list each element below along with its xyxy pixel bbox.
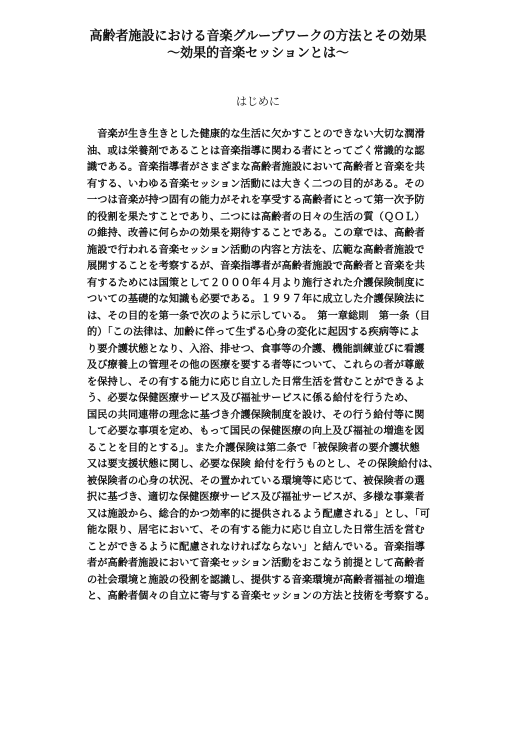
body-line: り要介護状態となり、入浴、排せつ、食事等の介護、機能訓練並びに看護	[87, 342, 425, 355]
body-line: ついての基礎的な知識も必要である。１９９７年に成立した介護保険法に	[87, 293, 425, 305]
body-line: 国民の共同連帯の理念に基づき介護保険制度を設け、その行う給付等に関	[87, 408, 425, 421]
body-line: して必要な事項を定め、もって国民の保健医療の向上及び福祉の増進を図	[87, 425, 425, 437]
body-line: 的役割を果たすことであり、二つには高齢者の日々の生活の質（ＱＯＬ）	[87, 210, 425, 223]
body-line: 音楽が生き生きとした健康的な生活に欠かすことのできない大切な潤滑	[87, 128, 425, 140]
body-line: 施設で行われる音楽セッション活動の内容と方法を、広範な高齢者施設で	[87, 243, 425, 256]
body-line: 有するためには国策として２０００年４月より施行された介護保険制度に	[87, 276, 425, 289]
body-line: 一つは音楽が持つ固有の能力がそれを享受する高齢者にとって第一次予防	[87, 194, 425, 206]
body-line: は、その目的を第一条で次のように示している。 第一章総則 第一条（目	[87, 309, 430, 322]
section-heading: はじめに	[236, 95, 280, 108]
body-line: 展開することを考察するが、音楽指導者が高齢者施設で高齢者と音楽を共	[87, 260, 425, 272]
body-line: 的）「この法律は、加齢に伴って生ずる心身の変化に起因する疾病等によ	[87, 326, 420, 338]
body-line: う、必要な保健医療サービス及び福祉サービスに係る給付を行うため、	[87, 392, 415, 404]
body-line: の維持、改善に何らかの効果を期待することである。この章では、高齢者	[87, 227, 425, 239]
body-line: 能な限り、居宅において、その有する能力に応じ自立した日常生活を営む	[87, 524, 425, 536]
body-line: 及び療養上の管理その他の医療を要する者等について、これらの者が尊厳	[87, 359, 425, 371]
document-title: 高齢者施設における音楽グループワークの方法とその効果	[89, 29, 427, 44]
body-line: 識である。音楽指導者がさまざまな高齢者施設において高齢者と音楽を共	[87, 161, 425, 173]
body-line: 又は施設から、総合的かつ効率的に提供されるよう配慮される」とし、「可	[87, 507, 430, 520]
body-text	[87, 126, 465, 605]
body-line: ることを目的とする」。また介護保険は第二条で「被保険者の要介護状態	[87, 441, 420, 454]
body-line: と、高齢者個々の自立に寄与する音楽セッションの方法と技術を考察する。	[87, 590, 435, 602]
body-line: の社会環境と施設の役割を認識し、提供する音楽環境が高齢者福祉の増進	[87, 573, 425, 586]
body-line: 択に基づき、適切な保健医療サービス及び福祉サービスが、多様な事業者	[87, 491, 425, 503]
body-line: ことができるように配慮されなければならない」と結んでいる。音楽指導	[87, 540, 425, 553]
body-line: 又は要支援状態に関し、必要な保険 給付を行うものとし、その保険給付は、	[87, 458, 439, 470]
body-line: 者が高齢者施設において音楽セッション活動をおこなう前提として高齢者	[87, 557, 425, 569]
body-line: 有する、いわゆる音楽セッション活動には大きく二つの目的がある。その	[87, 177, 425, 190]
body-line: 被保険者の心身の状況、その置かれている環境等に応じて、被保険者の選	[87, 474, 425, 487]
document-subtitle: 〜効果的音楽セッションとは〜	[167, 46, 349, 61]
body-line: 油、或は栄養剤であることは音楽指導に関わる者にとってごく常識的な認	[87, 144, 425, 157]
body-line: を保持し、その有する能力に応じ自立した日常生活を営むことができるよ	[87, 375, 425, 388]
